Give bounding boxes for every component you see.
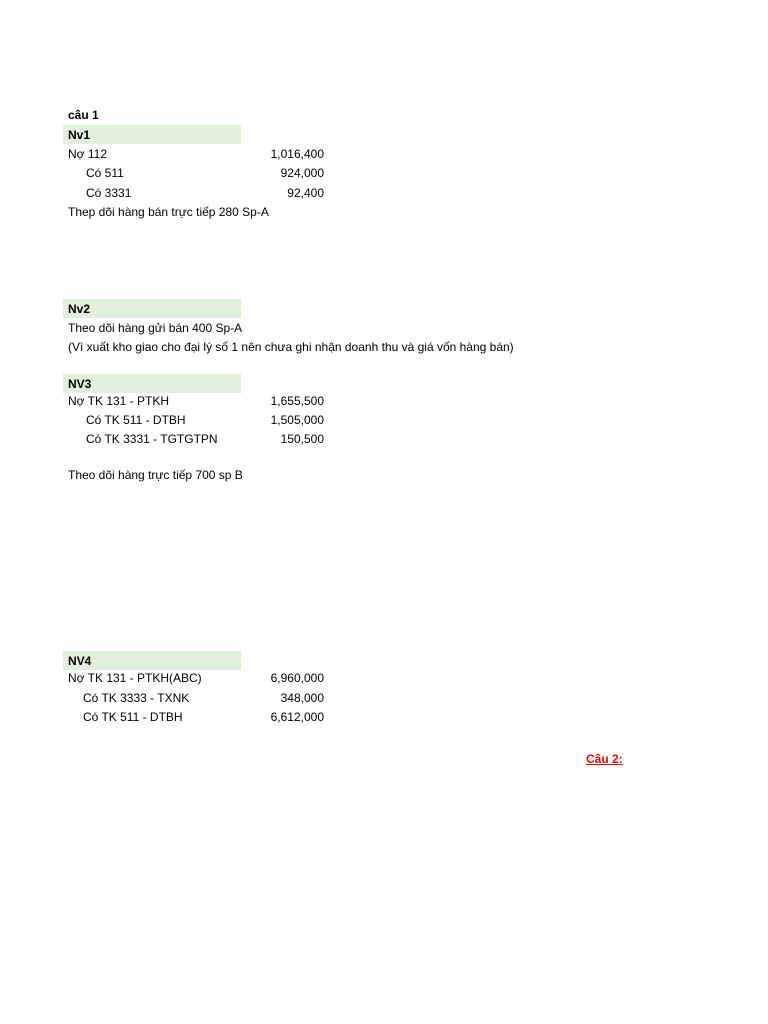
- nv3-credit-amount: 150,500: [280, 432, 324, 446]
- nv2-note: Theo dõi hàng gửi bán 400 Sp-A: [68, 321, 243, 335]
- nv3-debit-amount: 1,655,500: [270, 394, 324, 408]
- nv4-debit-label: Nợ TK 131 - PTKH(ABC): [68, 671, 202, 685]
- nv4-header-label: NV4: [68, 654, 92, 668]
- nv3-credit-amount: 1,505,000: [270, 413, 324, 427]
- nv2-explanation: (Vì xuất kho giao cho đại lý số 1 nên chưa ghi nhận doanh thu và giá vốn hàng bán): [68, 340, 514, 354]
- nv1-credit-label: Có 511: [86, 166, 124, 180]
- section-title-cau-1: câu 1: [68, 108, 99, 122]
- nv2-header-cell: [63, 299, 241, 318]
- nv3-debit-label: Nợ TK 131 - PTKH: [68, 394, 170, 408]
- nv4-credit-amount: 348,000: [280, 691, 324, 705]
- section-title-cau-2: Câu 2:: [586, 752, 623, 766]
- nv3-header-label: NV3: [68, 377, 92, 391]
- nv3-credit-label: Có TK 3331 - TGTGTPN: [86, 432, 218, 446]
- nv4-credit-label: Có TK 3333 - TXNK: [83, 691, 190, 705]
- nv4-credit-amount: 6,612,000: [270, 710, 324, 724]
- nv4-credit-label: Có TK 511 - DTBH: [83, 710, 183, 724]
- nv1-header-cell: [63, 125, 241, 144]
- nv3-header-cell: [63, 374, 241, 393]
- nv1-credit-amount: 92,400: [287, 186, 324, 200]
- nv1-credit-label: Có 3331: [86, 186, 132, 200]
- nv2-header-label: Nv2: [68, 302, 91, 316]
- nv4-header-cell: [63, 651, 241, 670]
- nv1-credit-amount: 924,000: [280, 166, 324, 180]
- nv1-debit-label: Nợ 112: [68, 147, 107, 161]
- nv1-debit-amount: 1,016,400: [270, 147, 324, 161]
- nv1-note: Thep dõi hàng bán trực tiếp 280 Sp-A: [68, 205, 269, 219]
- nv1-header-label: Nv1: [68, 128, 91, 142]
- nv3-note: Theo dõi hàng trực tiếp 700 sp B: [68, 468, 243, 482]
- nv4-debit-amount: 6,960,000: [270, 671, 324, 685]
- nv3-credit-label: Có TK 511 - DTBH: [86, 413, 186, 427]
